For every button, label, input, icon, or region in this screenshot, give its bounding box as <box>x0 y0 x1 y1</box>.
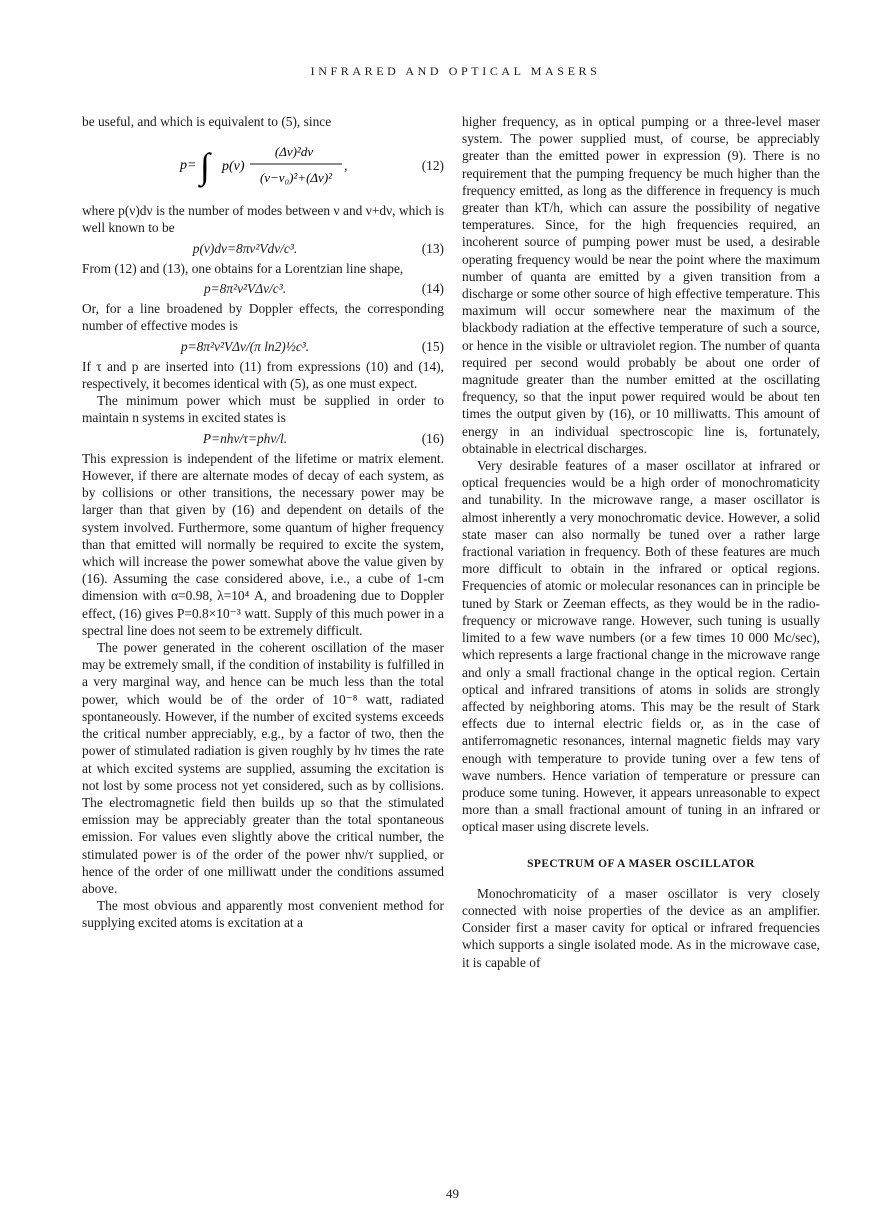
paragraph: The power generated in the coherent oscillation of the maser may be extremely small, if the condition of instability is fulfilled in a very marginal way, and hence can be much less than the total power, which would be of the order of 10⁻⁸ watt, radiated spontaneously. However, if the number of excited systems exceeds the critical number appreciably, e.g., by a factor of two, then the power of stimulated radiation is given roughly by hν times the rate at which excited systems are supplied, assuming the excitation is not lost by some process not yet considered, such as by collisions. The electromagnetic field then builds up so that the stimulated emission may be appreciably greater than the total spontaneous emission. For values even slightly above the critical number, the stimulated power is of the order of the power nhν/τ supplied, or hence of the order of one milliwatt under the conditions assumed above. <box>82 640 444 896</box>
equation-expression: P=nhν/τ=phν/l. <box>202 430 288 446</box>
paragraph: Very desirable features of a maser oscillator at infrared or optical frequencies would be a high order of monochromaticity and tunability. In the microwave range, a maser oscillator is almost inherently a very monochromatic device. However, a solid state maser can also normally be tuned over a rather large fractional variation in frequency. Both of these features are much more difficult to obtain in the infrared or optical regions. Frequencies of atomic or molecular resonances can in principle be tuned by Stark or Zeeman effects, as they would be in the radio-frequency or microwave range. However, such tuning is usually limited to a few wave numbers (or a few times 10 000 Mc/sec), which represents a large fractional change in the microwave range and only a small fractional change in the optical region. Certain optical and infrared transitions of atoms in solids are strongly affected by neighboring atoms. This may be the result of Stark effects due to internal electric fields or, as in the case of antiferromagnetic resonances, internal magnetic fields may vary enough with temperature to provide tuning over a few tens of wave numbers. Hence variation of temperature or pressure can produce some tuning. However, it appears unreasonable to expect more than a small fractional amount of tuning in an infrared or optical maser using discrete levels. <box>462 458 820 835</box>
equation-expression: p(ν)dν=8πν²Vdν/c³. <box>192 240 298 256</box>
equation-number: (16) <box>421 430 444 446</box>
integral-sign-icon: ∫ <box>200 146 210 187</box>
equation-expression: p=8π²ν²VΔν/(π ln2)½c³. <box>180 338 310 354</box>
equation-number: (12) <box>421 157 444 173</box>
paragraph: From (12) and (13), one obtains for a Lorentzian line shape, <box>82 260 404 276</box>
left-column <box>82 113 444 932</box>
equation-16 <box>82 430 444 447</box>
paragraph: If τ and p are inserted into (11) from expressions (10) and (14), respectively, it becomes identical with (5), as one must expect. <box>82 358 444 392</box>
running-head: INFRARED AND OPTICAL MASERS <box>310 64 601 78</box>
right-column <box>462 113 820 971</box>
section-title: SPECTRUM OF A MASER OSCILLATOR <box>527 857 755 870</box>
eq12-denominator: (ν−ν₀)²+(Δν)² <box>259 170 333 186</box>
page-number: 49 <box>446 1186 459 1201</box>
equation-14 <box>82 280 444 297</box>
equation-13 <box>82 240 444 257</box>
paragraph: Monochromaticity of a maser oscillator is very closely connected with noise properties of the device as an amplifier. Consider first a maser cavity for optical or infrared frequencies which supports a single isolated mode. As in the microwave case, it is capable of <box>462 885 820 970</box>
eq12-integrand: p(ν) <box>222 159 245 175</box>
equation-15 <box>82 338 444 355</box>
paragraph: be useful, and which is equivalent to (5), since <box>82 114 332 129</box>
paragraph: where p(ν)dν is the number of modes between ν and ν+dν, which is well known to be <box>82 203 444 236</box>
paragraph: Or, for a line broadened by Doppler effects, the corresponding number of effective modes is <box>82 301 444 334</box>
equation-12-formula <box>82 136 402 194</box>
equation-number: (13) <box>421 240 444 256</box>
equation-number: (14) <box>421 281 444 297</box>
eq12-trail: , <box>344 159 348 175</box>
equation-12 <box>82 136 444 194</box>
equation-expression: p=8π²ν²VΔν/c³. <box>203 281 287 297</box>
paragraph: higher frequency, as in optical pumping or a three-level maser system. The power supplied must, of course, be appreciably greater than the emitted power in expression (9). There is no requirement that the pumping frequency be much higher than the frequency emitted, as long as the difference in frequency is much greater than kT/h, which can assure the possibility of negative temperatures. Since, for the high frequencies required, an incoherent source of pumping power must be used, a desirable operating frequency would be near the point where the maximum number of quanta are emitted by a given transition from a discharge or some other source of high effective temperature. This maximum will occur somewhere near the maximum of the blackbody radiation at the effective temperature of such a source, or hence in the visible or ultraviolet region. The number of quanta required per second would probably be about one order of magnitude greater than the number emitted at the oscillating frequency, so that the input power required would be about ten times the output given by (16), or 10 milliwatts. This amount of energy in an individual spectroscopic line is, fortunately, obtainable in electrical discharges. <box>462 114 820 456</box>
paragraph: This expression is independent of the lifetime or matrix element. However, if there are alternate modes of decay of each system, as by collisions or other transitions, the necessary power may be larger than that given by (16) and dependent on details of the system involved. Furthermore, some quantum of higher frequency than that emitted will normally be required to excite the system, which will increase the power somewhat above the value given by (16). Assuming the case considered above, i.e., a cube of 1-cm dimension with α=0.98, λ=10⁴ A, and broadening due to Doppler effect, (16) gives P=0.8×10⁻³ watt. Supply of this much power in a spectral line does not seem to be extremely difficult. <box>82 450 444 638</box>
equation-number: (15) <box>421 338 444 354</box>
paragraph: The minimum power which must be supplied in order to maintain n systems in excited states is <box>82 393 444 426</box>
eq12-lhs: p= <box>180 158 197 174</box>
paragraph: The most obvious and apparently most convenient method for supplying excited atoms is excitation at a <box>82 898 444 931</box>
eq12-numerator: (Δν)²dν <box>274 144 314 160</box>
